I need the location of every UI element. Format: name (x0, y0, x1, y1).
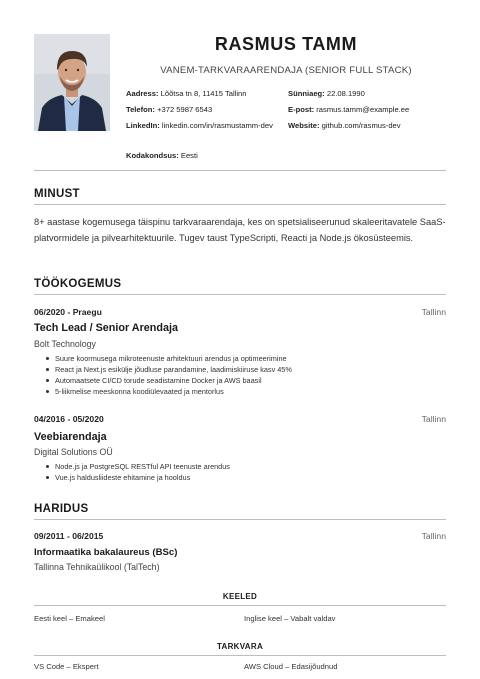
contact-value[interactable]: linkedin.com/in/rasmustamm-dev (161, 121, 273, 130)
contact-value: 22.08.1990 (326, 89, 365, 98)
education-location: Tallinn (421, 531, 446, 541)
job-company: Bolt Technology (34, 339, 96, 349)
contact-email (288, 104, 448, 115)
software-item: AWS Cloud – Edasijõudnud (244, 662, 338, 671)
job-title: Veebiarendaja (34, 431, 107, 443)
software-item: VS Code – Ekspert (34, 662, 99, 671)
list-item: Vue.js haldusliideste ehitamine ja hooldus (46, 472, 436, 483)
list-item: 5-liikmelise meeskonna koodiülevaated ja mentorlus (46, 386, 436, 397)
section-heading-education: HARIDUS (34, 503, 446, 520)
contact-label: Website: (288, 121, 320, 130)
section-heading-software: TARKVARA (216, 642, 264, 651)
contact-value[interactable]: rasmus.tamm@example.ee (316, 105, 410, 114)
contact-value[interactable]: github.com/rasmus-dev (321, 121, 401, 130)
contact-label: Sünniaeg: (288, 89, 325, 98)
education-degree: Informaatika bakalaureus (BSc) (34, 547, 178, 558)
profile-photo (34, 34, 110, 131)
job-dates: 06/2020 - Praegu (34, 307, 102, 317)
candidate-name: RASMUS TAMM (214, 34, 358, 54)
list-item: Automaatsete CI/CD torude seadistamine Docker ja AWS baasil (46, 375, 436, 386)
contact-label: Telefon: (126, 105, 155, 114)
contact-website (288, 120, 448, 131)
contact-value: Lõõtsa tn 8, 11415 Tallinn (160, 89, 247, 98)
section-heading-experience: TÖÖKOGEMUS (34, 278, 446, 295)
contact-label: LinkedIn: (126, 121, 160, 130)
job-location: Tallinn (421, 414, 446, 424)
software-divider (34, 655, 446, 656)
job-location: Tallinn (421, 307, 446, 317)
job-bullets (46, 353, 436, 397)
list-item: Suure koormusega mikroteenuste arhitektuuri arendus ja optimeerimine (46, 353, 436, 364)
contact-citizenship (126, 150, 281, 161)
job-title-headline: VANEM-TARKVARAARENDAJA (SENIOR FULL STACK) (160, 65, 412, 76)
section-heading-about: MINUST (34, 188, 446, 205)
job-title: Tech Lead / Senior Arendaja (34, 322, 178, 334)
languages-divider (34, 605, 446, 606)
contact-address (126, 88, 281, 99)
list-item: React ja Next.js esikülje jõudluse parandamine, laadimiskiiruse kasv 45% (46, 364, 436, 375)
education-school: Tallinna Tehnikaülikool (TalTech) (34, 562, 160, 572)
contact-label: E-post: (288, 105, 315, 114)
contact-value: Eesti (180, 151, 198, 160)
contact-value: +372 5987 6543 (157, 105, 213, 114)
language-item: Inglise keel – Vabalt valdav (244, 614, 336, 623)
header-divider (34, 170, 446, 171)
list-item: Node.js ja PostgreSQL RESTful API teenuste arendus (46, 461, 436, 472)
summary-text: 8+ aastase kogemusega täispinu tarkvaraarendaja, kes on spetsialiseerunud skaleeritavatele SaaS-platvormidele ja pilvearhitektuurile. Tugev taust TypeScripti, Reacti ja Node.js ökosüsteemis. (34, 217, 446, 243)
job-bullets (46, 461, 436, 483)
section-heading-languages: KEELED (222, 592, 258, 601)
job-dates: 04/2016 - 05/2020 (34, 414, 104, 424)
contact-linkedin (126, 120, 276, 131)
contact-birthdate (288, 88, 448, 99)
language-item: Eesti keel – Emakeel (34, 614, 105, 623)
contact-phone (126, 104, 281, 115)
education-dates: 09/2011 - 06/2015 (34, 531, 104, 541)
job-company: Digital Solutions OÜ (34, 447, 113, 457)
contact-label: Kodakondsus: (126, 151, 179, 160)
contact-label: Aadress: (126, 89, 159, 98)
